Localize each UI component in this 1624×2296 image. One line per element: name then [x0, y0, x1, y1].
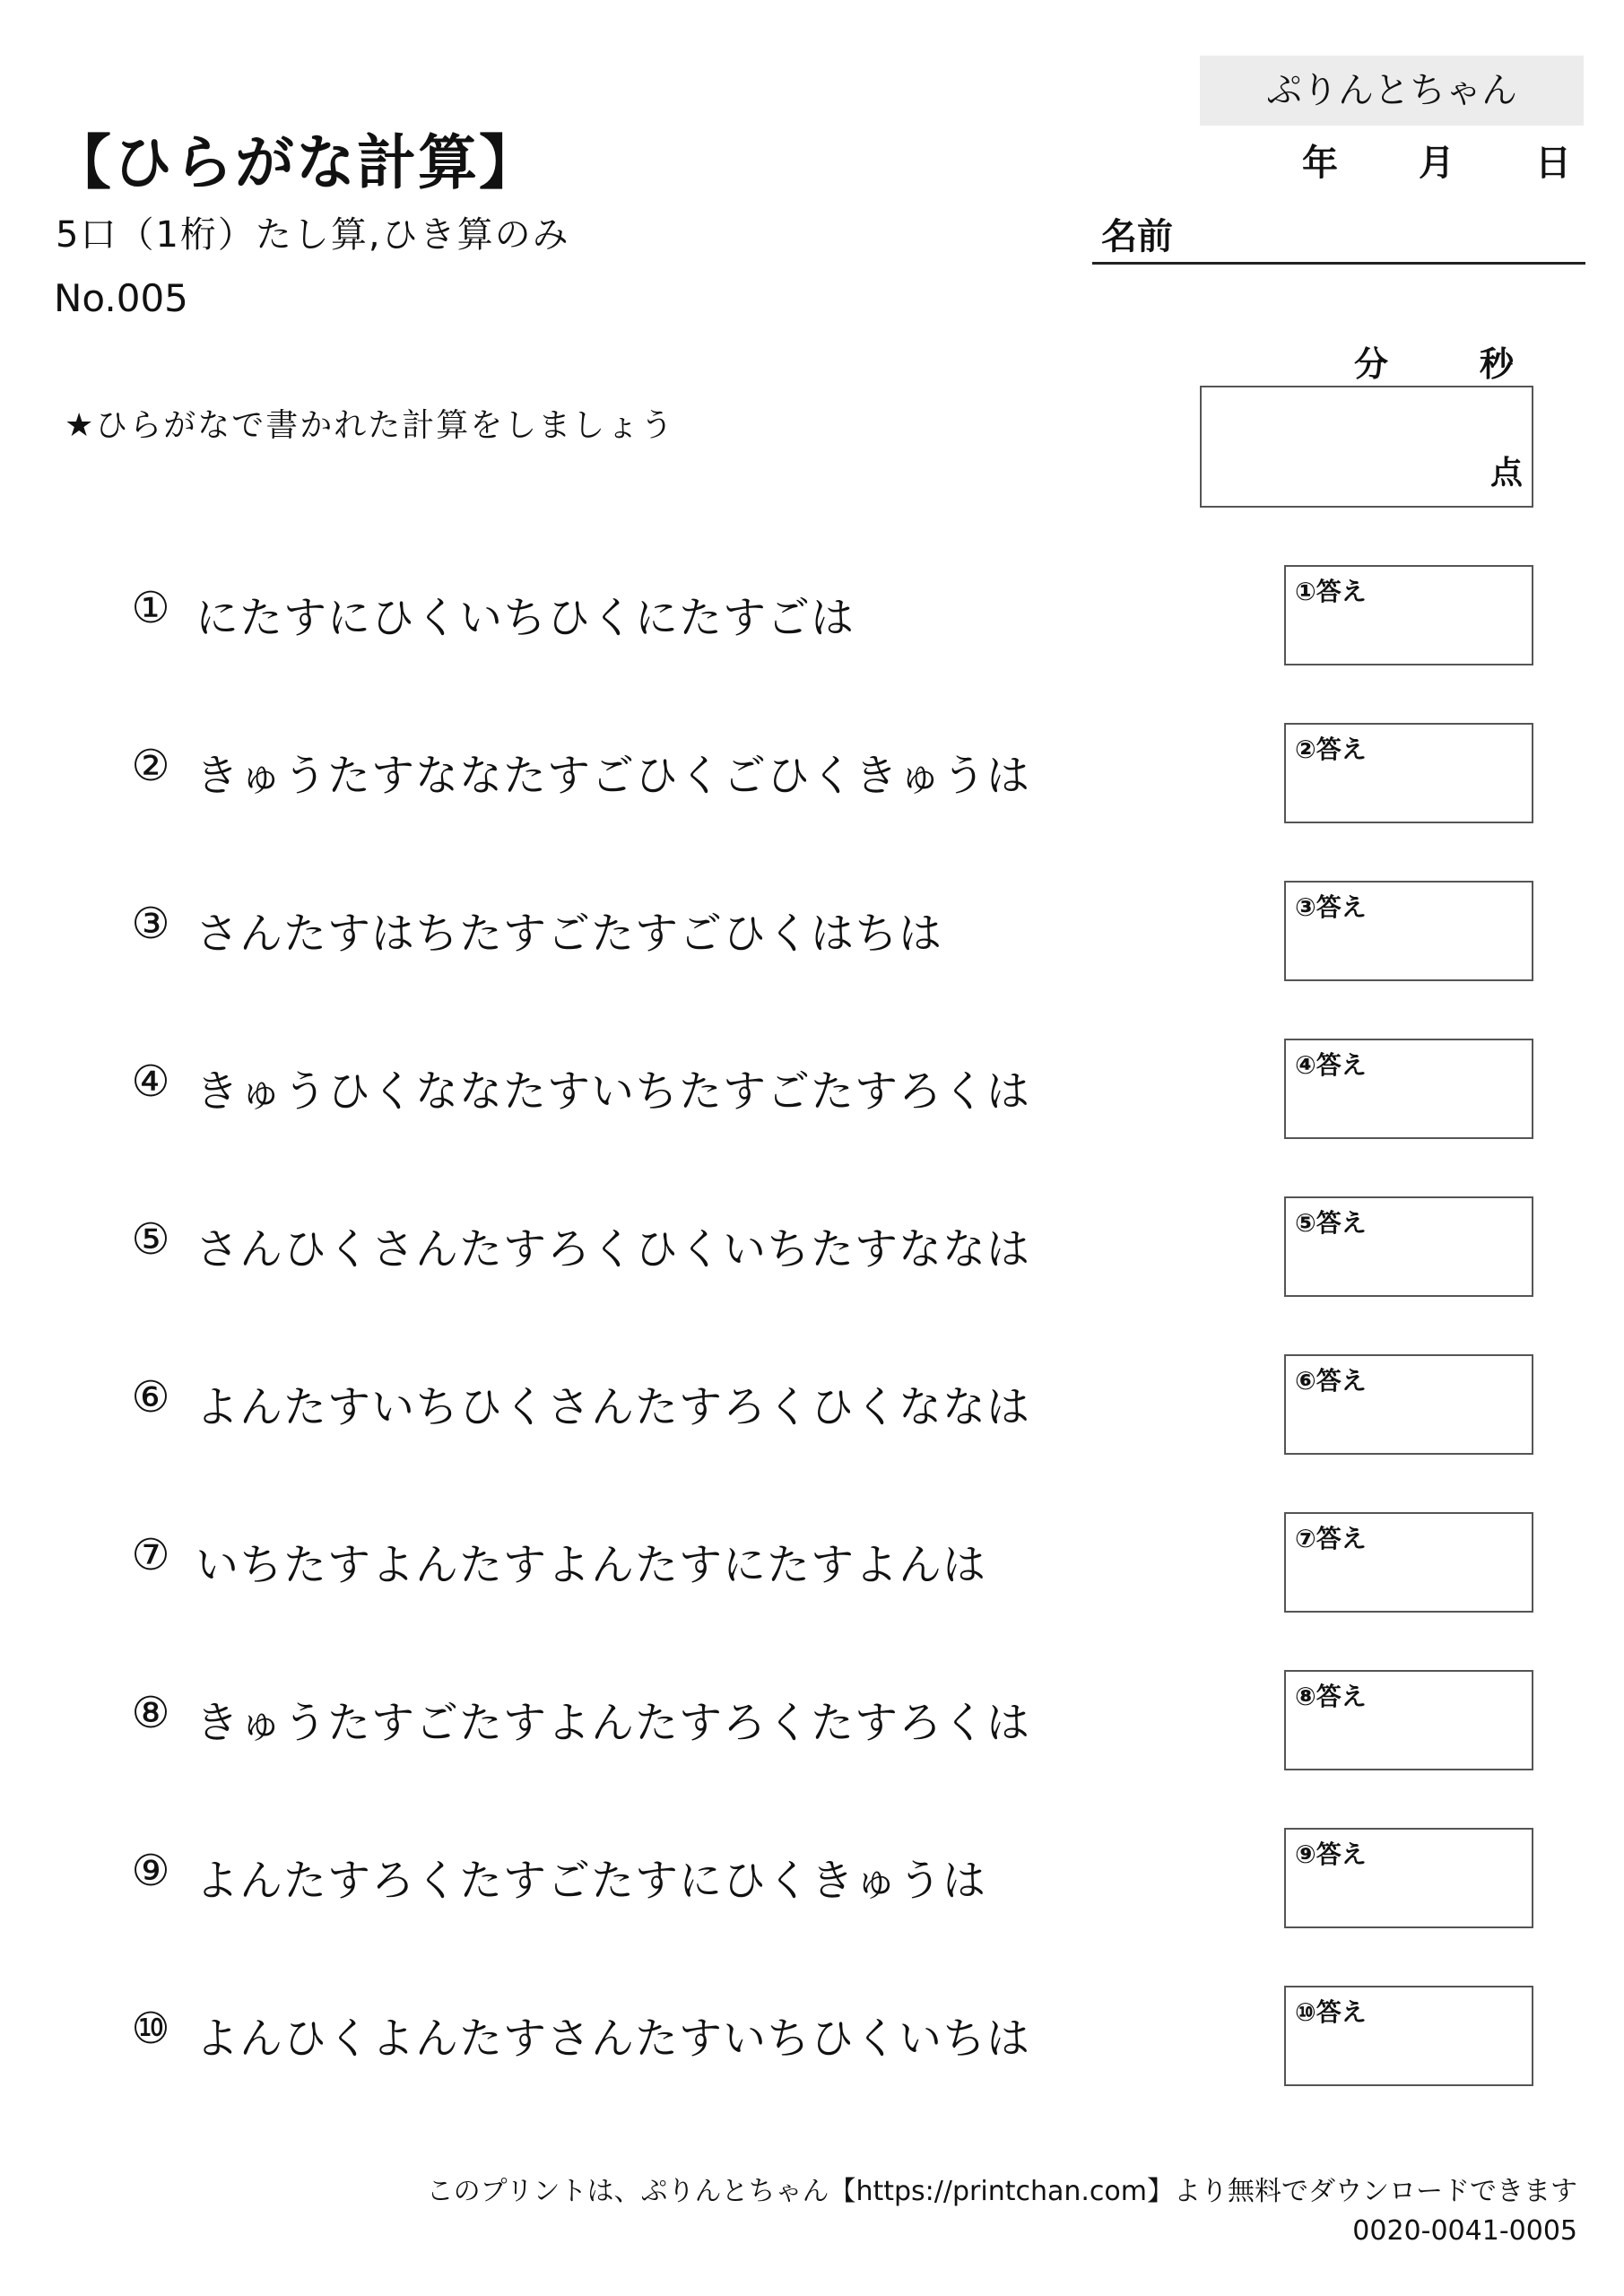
question-text: さんたすはちたすごたすごひくはちは	[195, 909, 943, 959]
question-text: よんたすいちひくさんたすろくひくななは	[195, 1382, 1031, 1432]
document-code: 0020-0041-0005	[1352, 2215, 1577, 2247]
footer-text: このプリントは、ぷりんとちゃん【https://printchan.com】より無料でダウンロードできます	[426, 2176, 1577, 2207]
brand-label: ぷりんとちゃん	[1200, 56, 1584, 126]
answer-label: ⑧答え	[1295, 1682, 1367, 1711]
name-label: 名前	[1101, 216, 1173, 257]
question-text: にたすにひくいちひくにたすごは	[195, 593, 855, 643]
answer-box[interactable]	[1284, 1354, 1533, 1455]
score-label: 点	[1489, 455, 1523, 491]
answer-label: ①答え	[1295, 577, 1367, 606]
date-month-label: 月	[1419, 143, 1455, 184]
question-number: ③	[131, 899, 170, 949]
answer-label: ③答え	[1295, 892, 1367, 922]
worksheet-number: No.005	[54, 276, 188, 320]
date-day-label: 日	[1535, 143, 1571, 184]
question-number: ④	[131, 1057, 170, 1107]
question-number: ①	[131, 583, 170, 633]
answer-box[interactable]	[1284, 565, 1533, 665]
date-year-label: 年	[1302, 143, 1338, 184]
question-text: よんたすろくたすごたすにひくきゅうは	[195, 1856, 987, 1906]
answer-box[interactable]	[1284, 1986, 1533, 2086]
answer-label: ⑥答え	[1295, 1366, 1367, 1396]
time-minutes-label: 分	[1354, 344, 1389, 384]
question-text: よんひくよんたすさんたすいちひくいちは	[195, 2013, 1031, 2064]
answer-label: ④答え	[1295, 1050, 1367, 1080]
answer-box[interactable]	[1284, 881, 1533, 981]
name-field[interactable]	[1092, 262, 1585, 265]
answer-box[interactable]	[1284, 1196, 1533, 1297]
question-number: ⑦	[131, 1530, 170, 1580]
question-number: ⑧	[131, 1688, 170, 1738]
answer-label: ⑤答え	[1295, 1208, 1367, 1238]
answer-box[interactable]	[1284, 1828, 1533, 1928]
answer-label: ⑦答え	[1295, 1524, 1367, 1553]
answer-label: ②答え	[1295, 735, 1367, 764]
page-title: 【ひらがな計算】	[52, 128, 540, 197]
answer-box[interactable]	[1284, 1039, 1533, 1139]
page-subtitle: 5口（1桁）たし算,ひき算のみ	[56, 214, 570, 256]
answer-box[interactable]	[1284, 723, 1533, 823]
answer-label: ⑨答え	[1295, 1839, 1367, 1869]
answer-box[interactable]	[1284, 1670, 1533, 1770]
question-number: ⑤	[131, 1214, 170, 1265]
question-number: ⑨	[131, 1846, 170, 1896]
question-text: きゅうたすごたすよんたすろくたすろくは	[195, 1698, 1031, 1748]
instruction-text: ★ひらがなで書かれた計算をしましょう	[65, 407, 675, 444]
question-text: きゅうたすななたすごひくごひくきゅうは	[195, 751, 1031, 801]
score-box[interactable]	[1200, 386, 1533, 508]
answer-box[interactable]	[1284, 1512, 1533, 1613]
question-text: きゅうひくななたすいちたすごたすろくは	[195, 1066, 1031, 1117]
answer-label: ⑩答え	[1295, 1997, 1367, 2027]
question-number: ⑩	[131, 2004, 170, 2054]
question-number: ⑥	[131, 1372, 170, 1422]
time-seconds-label: 秒	[1480, 344, 1515, 384]
question-text: いちたすよんたすよんたすにたすよんは	[195, 1540, 987, 1590]
question-number: ②	[131, 741, 170, 791]
question-text: さんひくさんたすろくひくいちたすななは	[195, 1224, 1031, 1274]
